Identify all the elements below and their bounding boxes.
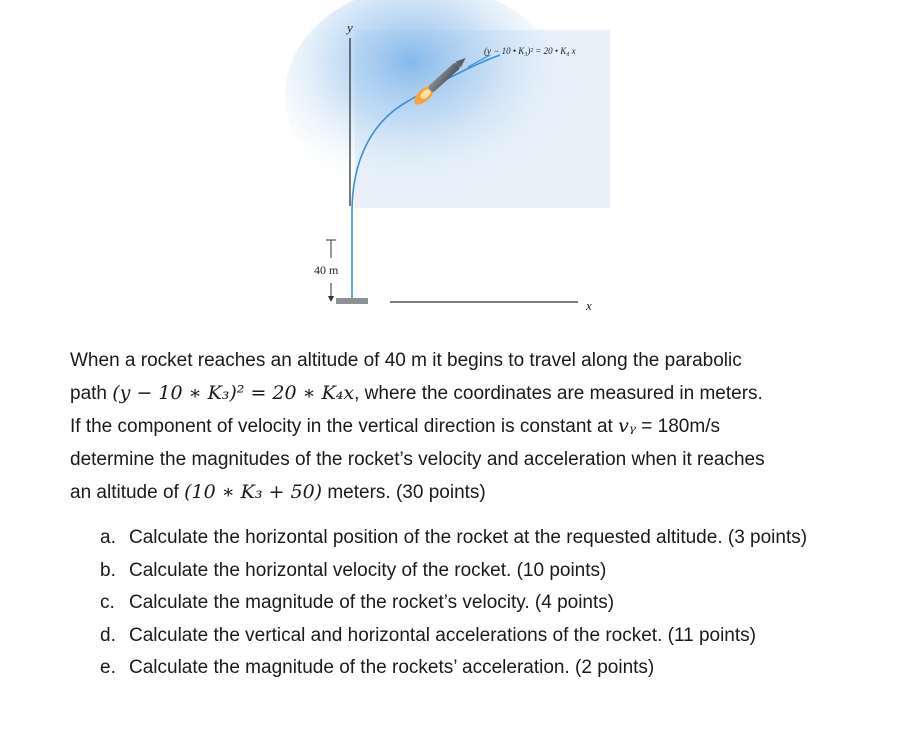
problem-text: , where the coordinates are measured in meters.: [354, 383, 763, 404]
x-axis-label: x: [586, 298, 592, 313]
vertical-velocity-symbol: vᵧ: [618, 415, 637, 437]
list-item: [100, 652, 880, 685]
rocket-diagram: [0, 0, 917, 330]
dimension-arrow: [328, 296, 334, 302]
list-item: [100, 555, 880, 588]
problem-line: [70, 410, 870, 443]
part-letter: a.: [100, 527, 116, 548]
launch-pad-icon: [336, 298, 368, 304]
path-equation: (y − 10 ∗ K₃)² = 20 ∗ K₄x: [112, 382, 355, 404]
problem-line: [70, 443, 870, 476]
problem-statement: [70, 344, 870, 509]
part-letter: c.: [100, 592, 115, 613]
part-text: Calculate the horizontal velocity of the rocket. (10 points): [129, 559, 607, 581]
problem-text: When a rocket reaches an altitude of 40 m it begins to travel along the parabolic: [70, 350, 742, 371]
part-letter: e.: [100, 657, 116, 678]
y-axis-label: y: [347, 20, 353, 35]
list-item: [100, 522, 880, 555]
part-text: Calculate the magnitude of the rocket’s velocity. (4 points): [129, 592, 615, 613]
problem-line: [70, 476, 870, 509]
path-equation-label: (y − 10 • K₃)² = 20 • K₄ x: [484, 46, 576, 56]
problem-line: [70, 344, 870, 377]
part-text: Calculate the horizontal position of the rocket at the requested altitude. (3 points): [129, 527, 808, 548]
list-item: [100, 620, 880, 653]
rocket-figure: [0, 0, 917, 330]
problem-text: path: [70, 383, 113, 404]
height-label: 40 m: [314, 263, 339, 277]
problem-text: = 180m/s: [636, 416, 720, 437]
altitude-expression: (10 ∗ K₃ + 50): [184, 481, 323, 503]
part-letter: d.: [100, 624, 116, 646]
part-letter: b.: [100, 559, 116, 581]
problem-text: an altitude of: [70, 482, 185, 503]
problem-text: meters. (30 points): [322, 482, 486, 503]
problem-text: If the component of velocity in the vertical direction is constant at: [70, 416, 619, 437]
list-item: [100, 587, 880, 620]
part-text: Calculate the magnitude of the rockets’ acceleration. (2 points): [129, 657, 655, 678]
question-parts: [100, 522, 880, 685]
problem-line: [70, 377, 870, 410]
part-text: Calculate the vertical and horizontal accelerations of the rocket. (11 points): [129, 624, 756, 646]
problem-text: determine the magnitudes of the rocket’s velocity and acceleration when it reaches: [70, 449, 765, 470]
